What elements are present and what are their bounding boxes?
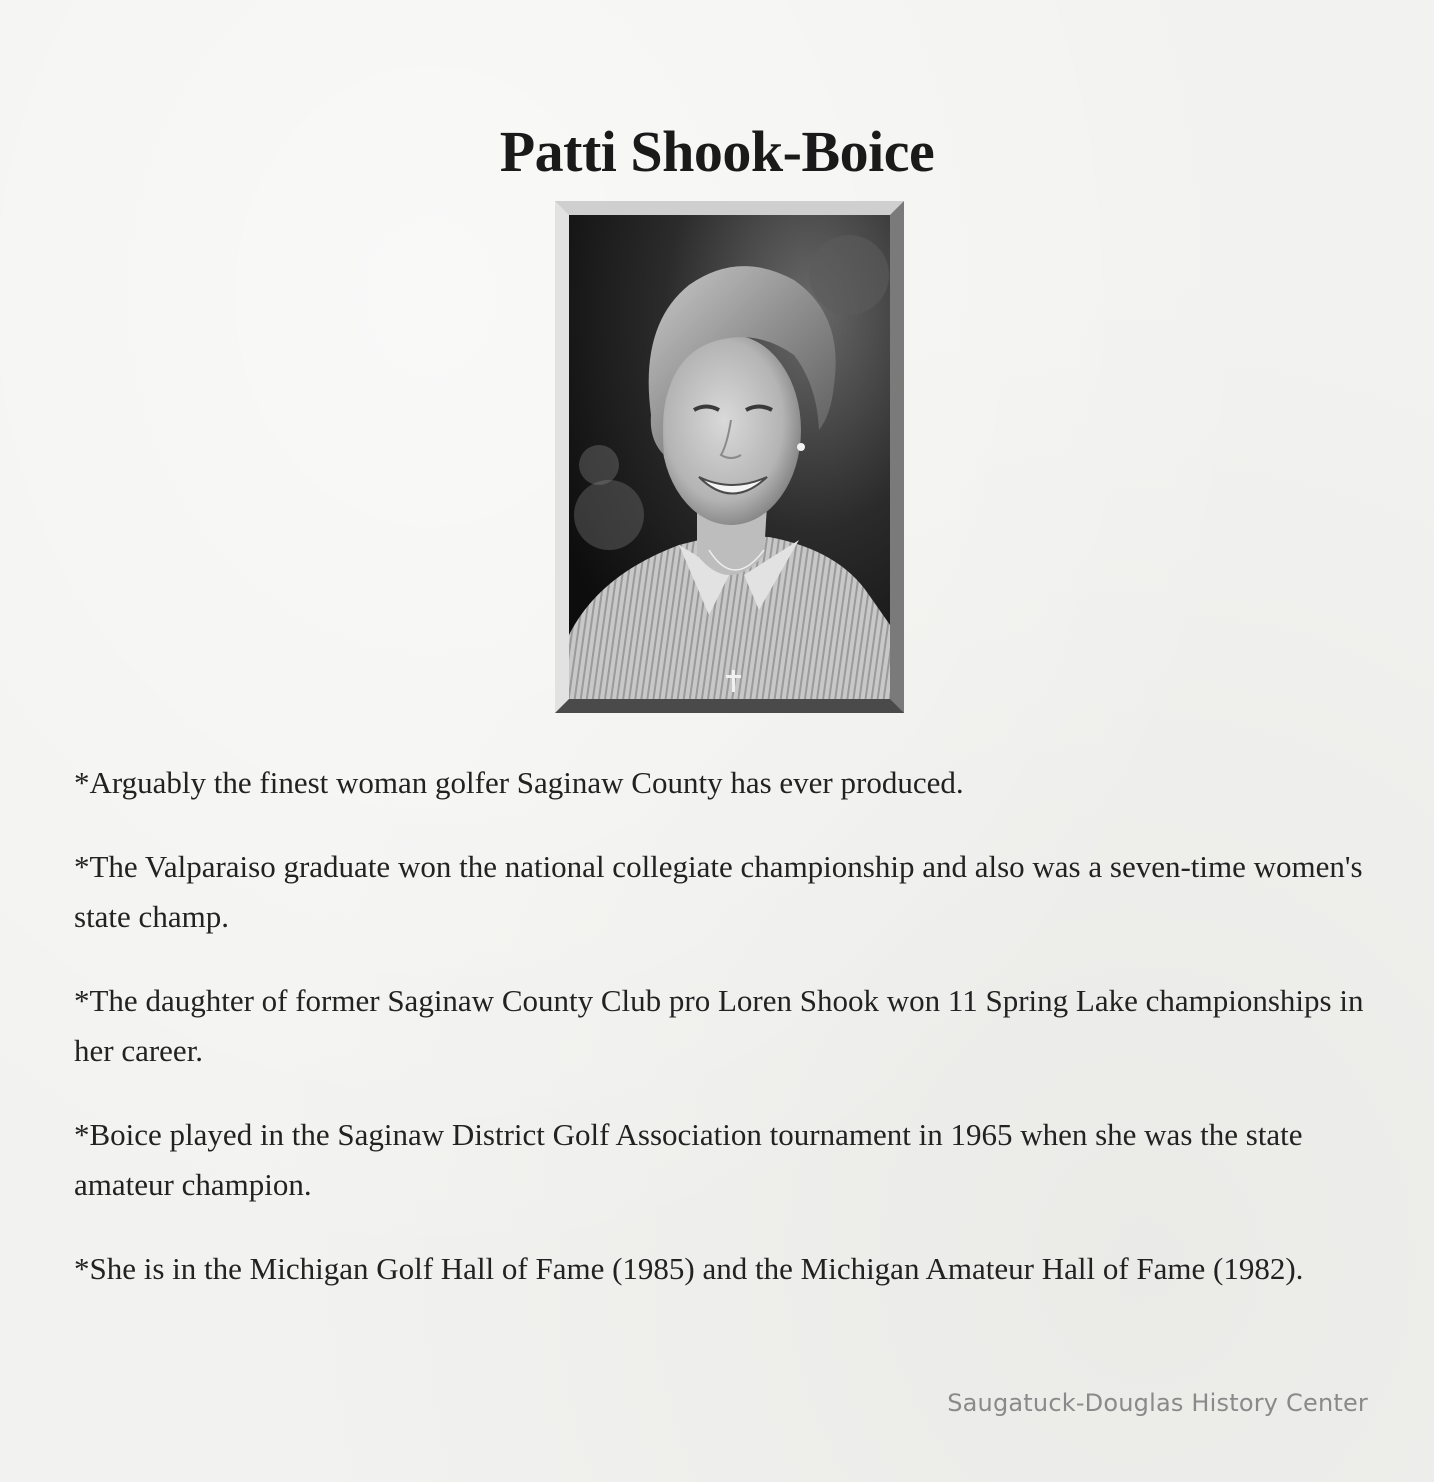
bullet-list — [74, 758, 1374, 1328]
portrait-photo-frame — [555, 201, 904, 713]
list-item: *The daughter of former Saginaw County Club pro Loren Shook won 11 Spring Lake championships in her career. — [74, 983, 1364, 1068]
list-item: *Boice played in the Saginaw District Golf Association tournament in 1965 when she was the state amateur champion. — [74, 1117, 1303, 1202]
list-item: *The Valparaiso graduate won the national collegiate championship and also was a seven-time women's state champ. — [74, 849, 1363, 934]
list-item: *Arguably the finest woman golfer Saginaw County has ever produced. — [74, 765, 964, 800]
list-item: *She is in the Michigan Golf Hall of Fame (1985) and the Michigan Amateur Hall of Fame (1982). — [74, 1251, 1304, 1286]
source-credit: Saugatuck-Douglas History Center — [947, 1389, 1368, 1417]
portrait-photo-icon — [569, 215, 890, 699]
page-title: Patti Shook-Boice — [499, 119, 935, 184]
portrait-photo — [569, 215, 890, 699]
